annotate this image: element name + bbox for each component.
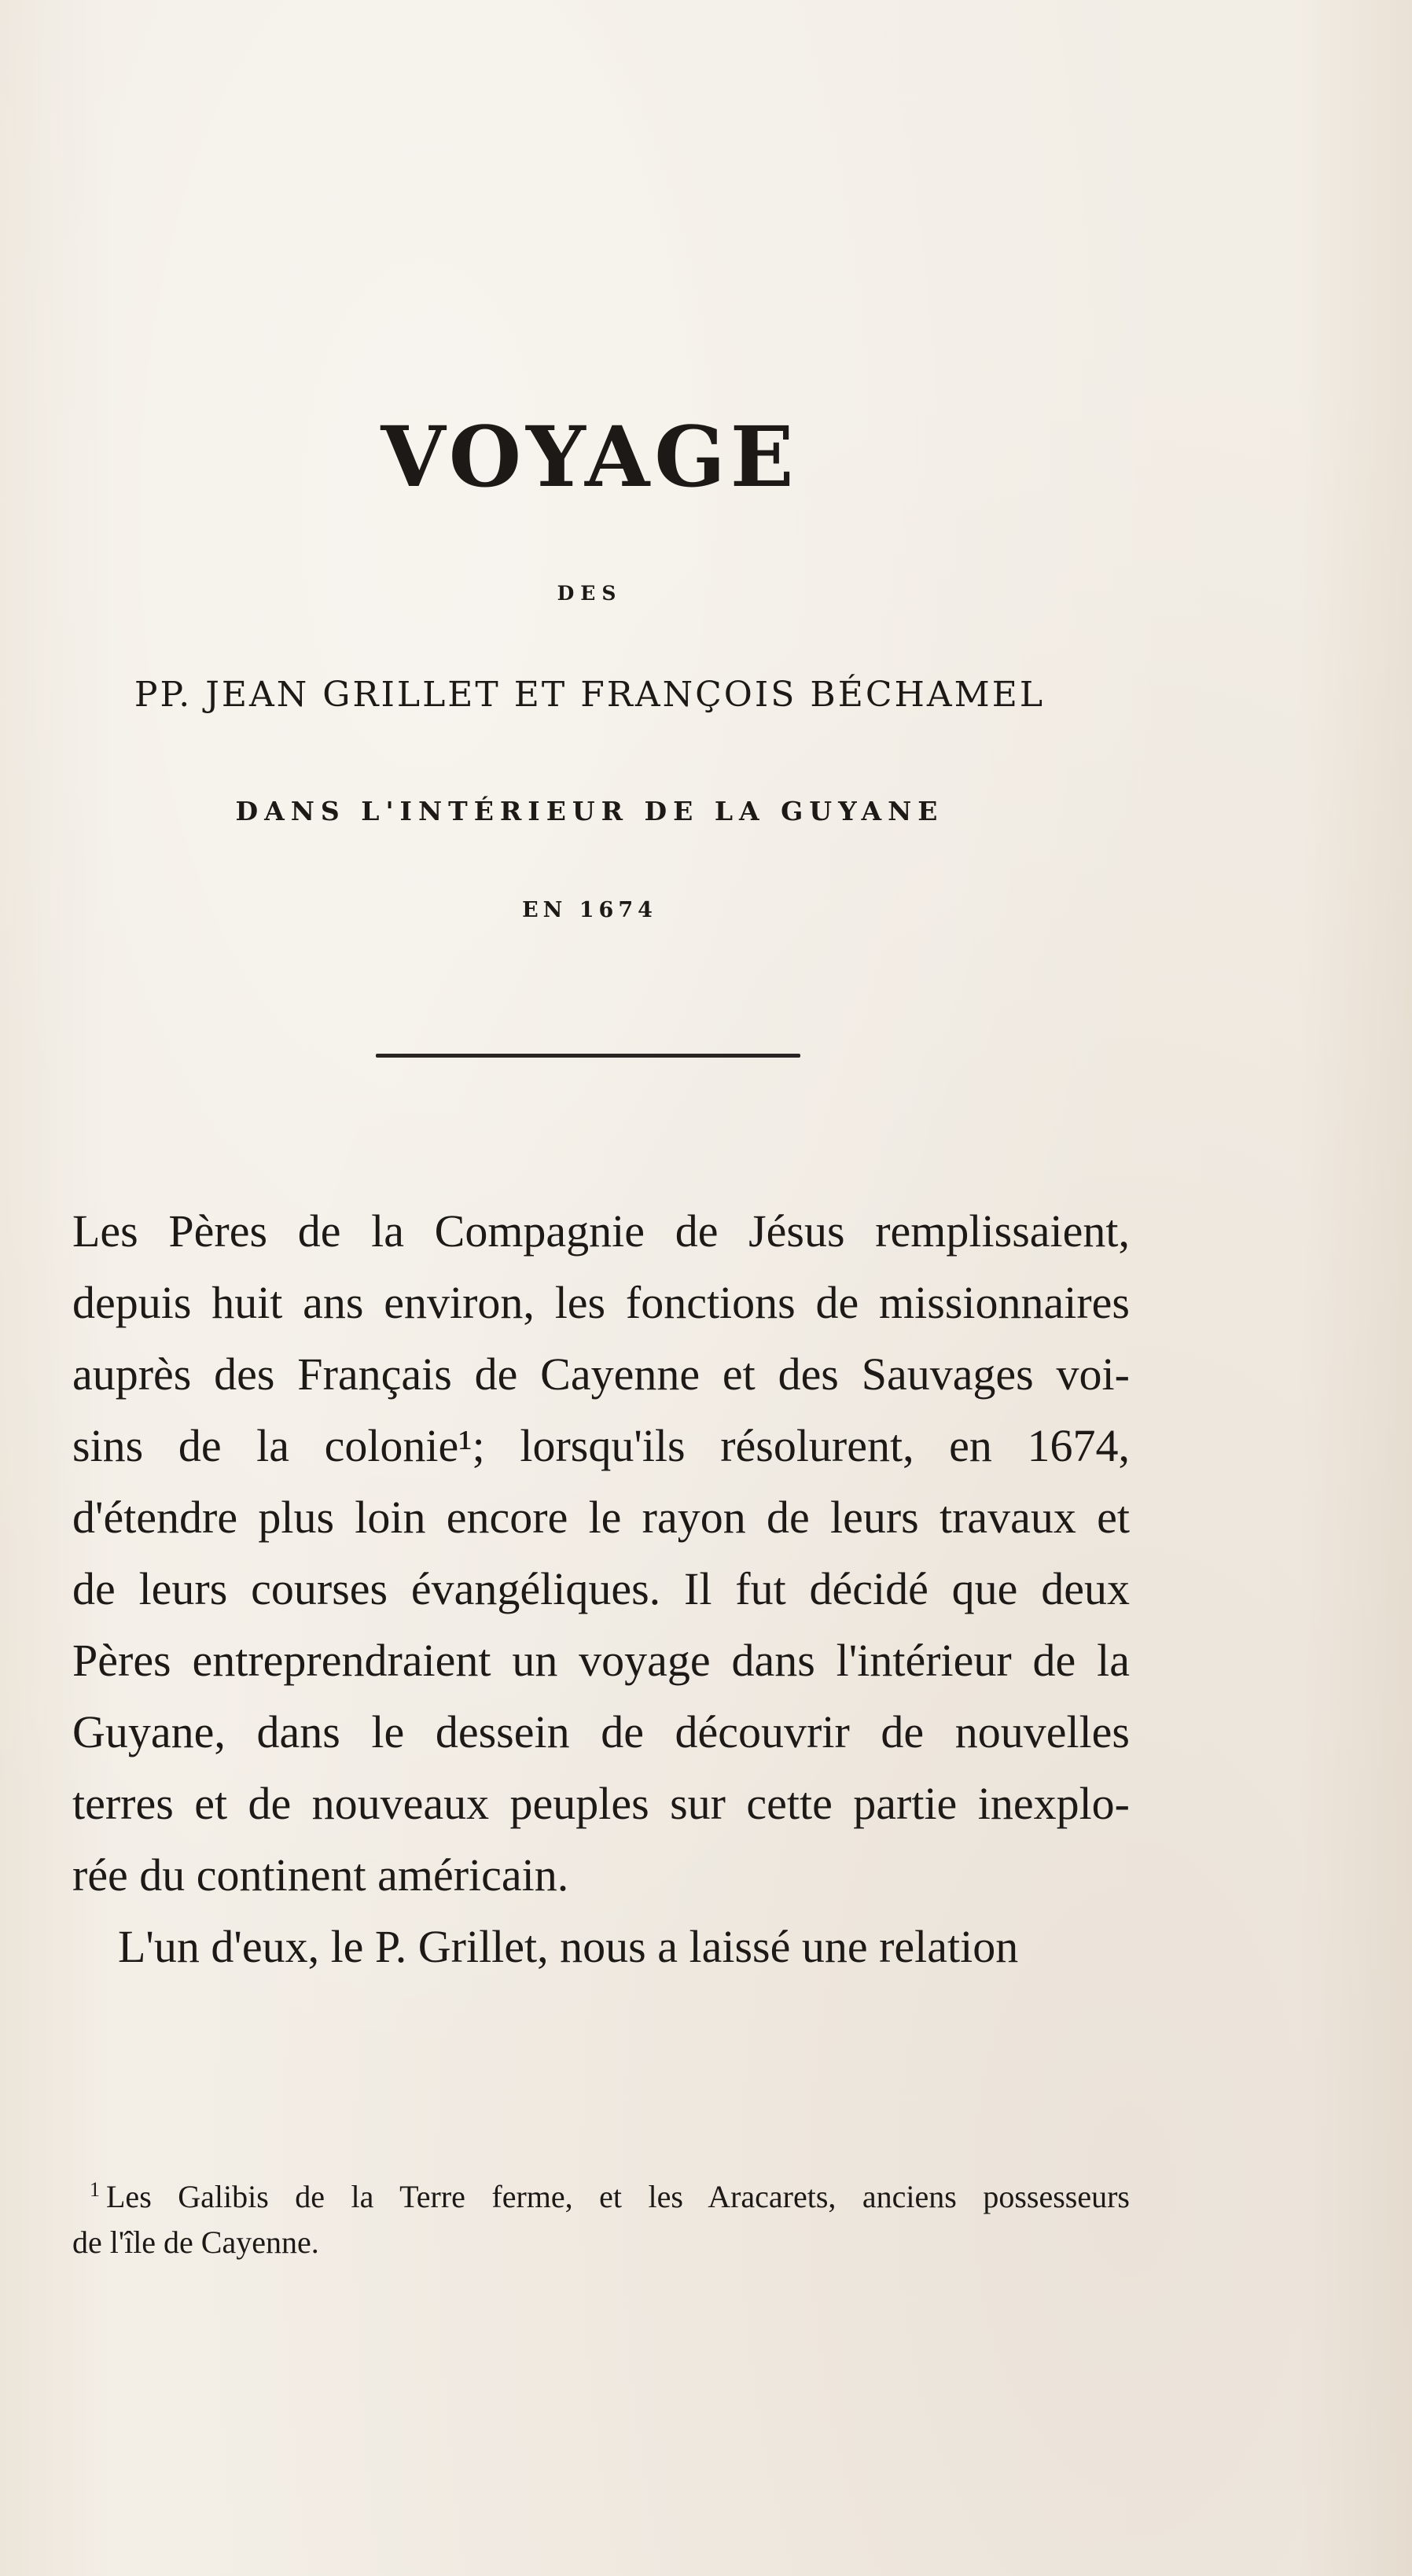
footnote-marker: 1 bbox=[90, 2178, 100, 2201]
body-text bbox=[72, 1195, 1130, 1982]
footnote-line bbox=[72, 2167, 1130, 2220]
text-line: depuis huit ans environ, les fonctions de missionnaires bbox=[72, 1277, 1130, 1328]
footnote bbox=[72, 2167, 1130, 2265]
text-line: de leurs courses évangéliques. Il fut décidé que deux bbox=[72, 1563, 1130, 1614]
text-line: terres et de nouveaux peuples sur cette partie inexplo- bbox=[72, 1778, 1130, 1829]
text-line: Les Pères de la Compagnie de Jésus remplissaient, bbox=[72, 1205, 1130, 1257]
page-title: VOYAGE bbox=[381, 407, 799, 506]
text-line: d'étendre plus loin encore le rayon de leurs travaux et bbox=[72, 1492, 1130, 1543]
footnote-text: Les Galibis de la Terre ferme, et les Aracarets, anciens possesseurs bbox=[106, 2179, 1130, 2214]
text-line: Pères entreprendraient un voyage dans l'intérieur de la bbox=[72, 1635, 1130, 1686]
title-connector: DES bbox=[557, 582, 623, 605]
year-line: EN 1674 bbox=[522, 898, 657, 922]
authors-line: PP. JEAN GRILLET ET FRANÇOIS BÉCHAMEL bbox=[134, 675, 1046, 715]
footnote-line: de l'île de Cayenne. bbox=[72, 2225, 319, 2260]
text-line: rée du continent américain. bbox=[72, 1849, 569, 1901]
place-line: DANS L'INTÉRIEUR DE LA GUYANE bbox=[235, 796, 944, 826]
text-line: L'un d'eux, le P. Grillet, nous a laissé une relation bbox=[118, 1921, 1019, 1972]
text-line: auprès des Français de Cayenne et des Sauvages voi- bbox=[72, 1349, 1130, 1400]
text-line: sins de la colonie¹; lorsqu'ils résolurent, en 1674, bbox=[72, 1420, 1130, 1471]
title-divider bbox=[376, 1054, 800, 1058]
text-line: Guyane, dans le dessein de découvrir de nouvelles bbox=[72, 1706, 1130, 1757]
